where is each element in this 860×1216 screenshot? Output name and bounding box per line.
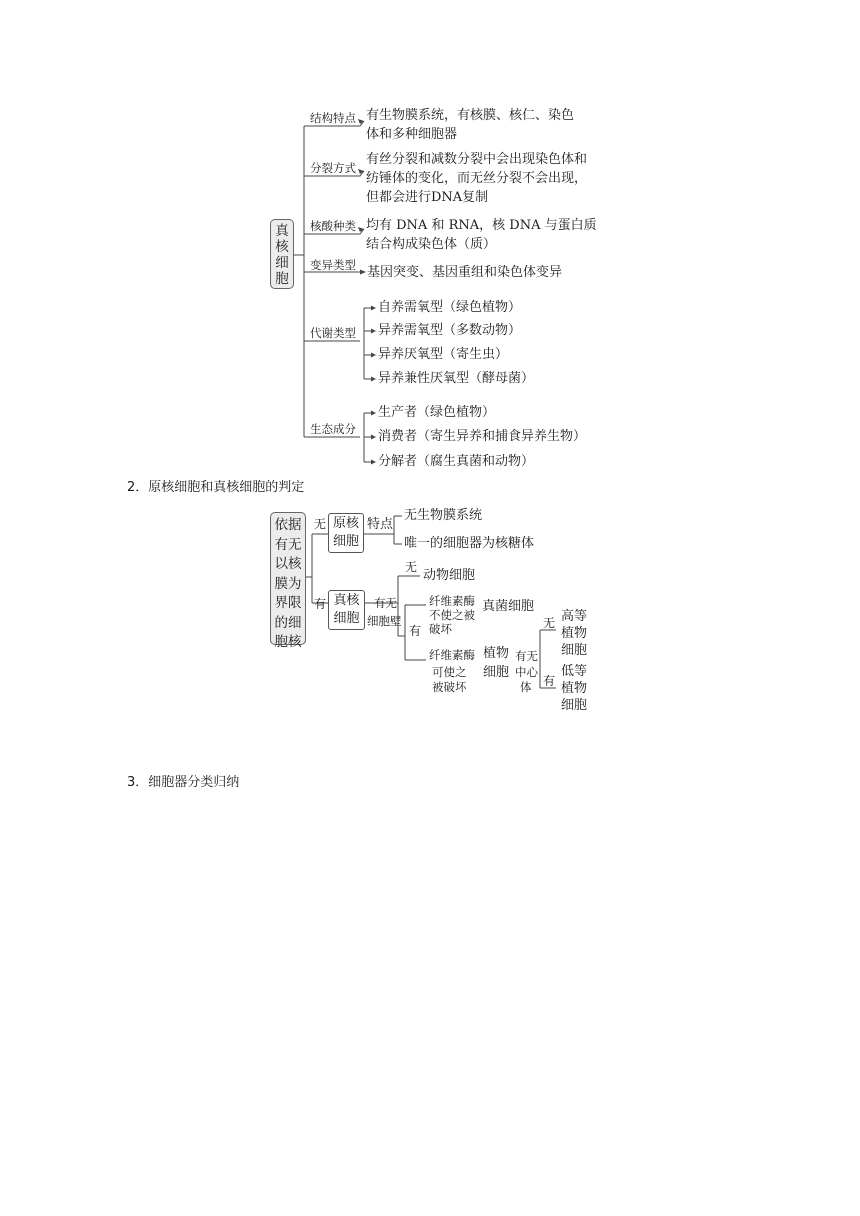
cellulase-no-1: 纤维素酶 [429, 594, 475, 608]
centrosome-question-1: 有无 [515, 649, 538, 663]
ecology-item-1: 生产者（绿色植物） [378, 405, 496, 420]
section-2-title: 2．原核细胞和真核细胞的判定 [127, 480, 305, 495]
cellulase-yes-2: 可使之 [432, 665, 467, 679]
criterion-root-label: 依据有无以核膜为界限的细胞核 [274, 517, 302, 650]
branch-text-division-3: 但都会进行DNA复制 [366, 190, 489, 205]
fungi-cell: 真菌细胞 [482, 599, 535, 614]
label-has-centrosome: 有 [543, 674, 556, 688]
branch-label-division: 分裂方式 [310, 161, 356, 175]
cellulase-no-3: 破坏 [429, 622, 452, 636]
plant-cell-1: 植物 [483, 646, 510, 661]
metabolism-item-1: 自养需氧型（绿色植物） [378, 300, 522, 315]
ecology-item-2: 消费者（寄生异养和捕食异养生物） [378, 429, 587, 444]
label-no-wall: 无 [405, 560, 418, 574]
branch-label-metabolism: 代谢类型 [310, 326, 356, 340]
ecology-item-3: 分解者（腐生真菌和动物） [378, 454, 535, 469]
branch-label-nucleic: 核酸种类 [310, 219, 356, 233]
cellulase-yes-1: 纤维素酶 [429, 648, 475, 662]
cellulase-yes-3: 被破坏 [432, 680, 467, 694]
branch-label-variation: 变异类型 [310, 258, 356, 272]
lower-plant-2: 植物 [561, 681, 588, 696]
prokaryote-box [328, 513, 364, 553]
animal-cell: 动物细胞 [423, 568, 476, 583]
branch-text-variation-1: 基因突变、基因重组和染色体变异 [367, 265, 563, 280]
metabolism-item-2: 异养需氧型（多数动物） [378, 323, 522, 338]
higher-plant-3: 细胞 [561, 643, 588, 658]
label-no-centrosome: 无 [543, 616, 556, 630]
feature-item-2: 唯一的细胞器为核糖体 [404, 536, 535, 551]
prokaryote-label: 原核细胞 [332, 516, 359, 549]
branch-text-division-2: 纺锤体的变化，而无丝分裂不会出现， [366, 171, 588, 186]
label-has-nucleus: 有 [314, 597, 327, 611]
label-feature: 特点 [367, 517, 394, 532]
branch-label-ecology: 生态成分 [310, 422, 356, 436]
branch-text-division-1: 有丝分裂和减数分裂中会出现染色体和 [366, 152, 588, 167]
metabolism-item-4: 异养兼性厌氧型（酵母菌） [378, 371, 535, 386]
branch-text-structure-1: 有生物膜系统，有核膜、核仁、染色 [366, 108, 575, 123]
branch-label-structure: 结构特点 [310, 111, 356, 125]
branch-text-nucleic-2: 结合构成染色体（质） [366, 237, 497, 252]
label-no-nucleus: 无 [314, 517, 327, 531]
higher-plant-2: 植物 [561, 626, 588, 641]
cellulase-no-2: 不使之被 [429, 608, 475, 622]
label-has-wall: 有 [409, 624, 422, 638]
wall-question-1: 有无 [374, 596, 397, 610]
eukaryote-root-label: 真核细胞 [275, 223, 289, 287]
branch-text-nucleic-1: 均有 DNA 和 RNA，核 DNA 与蛋白质 [366, 218, 597, 233]
plant-cell-2: 细胞 [483, 665, 510, 680]
higher-plant-1: 高等 [561, 609, 588, 624]
branch-text-structure-2: 体和多种细胞器 [366, 127, 458, 142]
eukaryote-label: 真核细胞 [333, 593, 360, 626]
eukaryote-box [328, 590, 365, 630]
centrosome-question-3: 体 [520, 680, 532, 694]
lower-plant-3: 细胞 [561, 698, 588, 713]
feature-item-1: 无生物膜系统 [404, 508, 483, 523]
wall-question-2: 细胞壁 [367, 614, 402, 628]
metabolism-item-3: 异养厌氧型（寄生虫） [378, 347, 509, 362]
section-3-title: 3．细胞器分类归纳 [127, 775, 240, 790]
centrosome-question-2: 中心 [515, 665, 538, 679]
criterion-root-box [270, 512, 306, 650]
eukaryote-root-box [270, 219, 294, 289]
lower-plant-1: 低等 [561, 664, 588, 679]
